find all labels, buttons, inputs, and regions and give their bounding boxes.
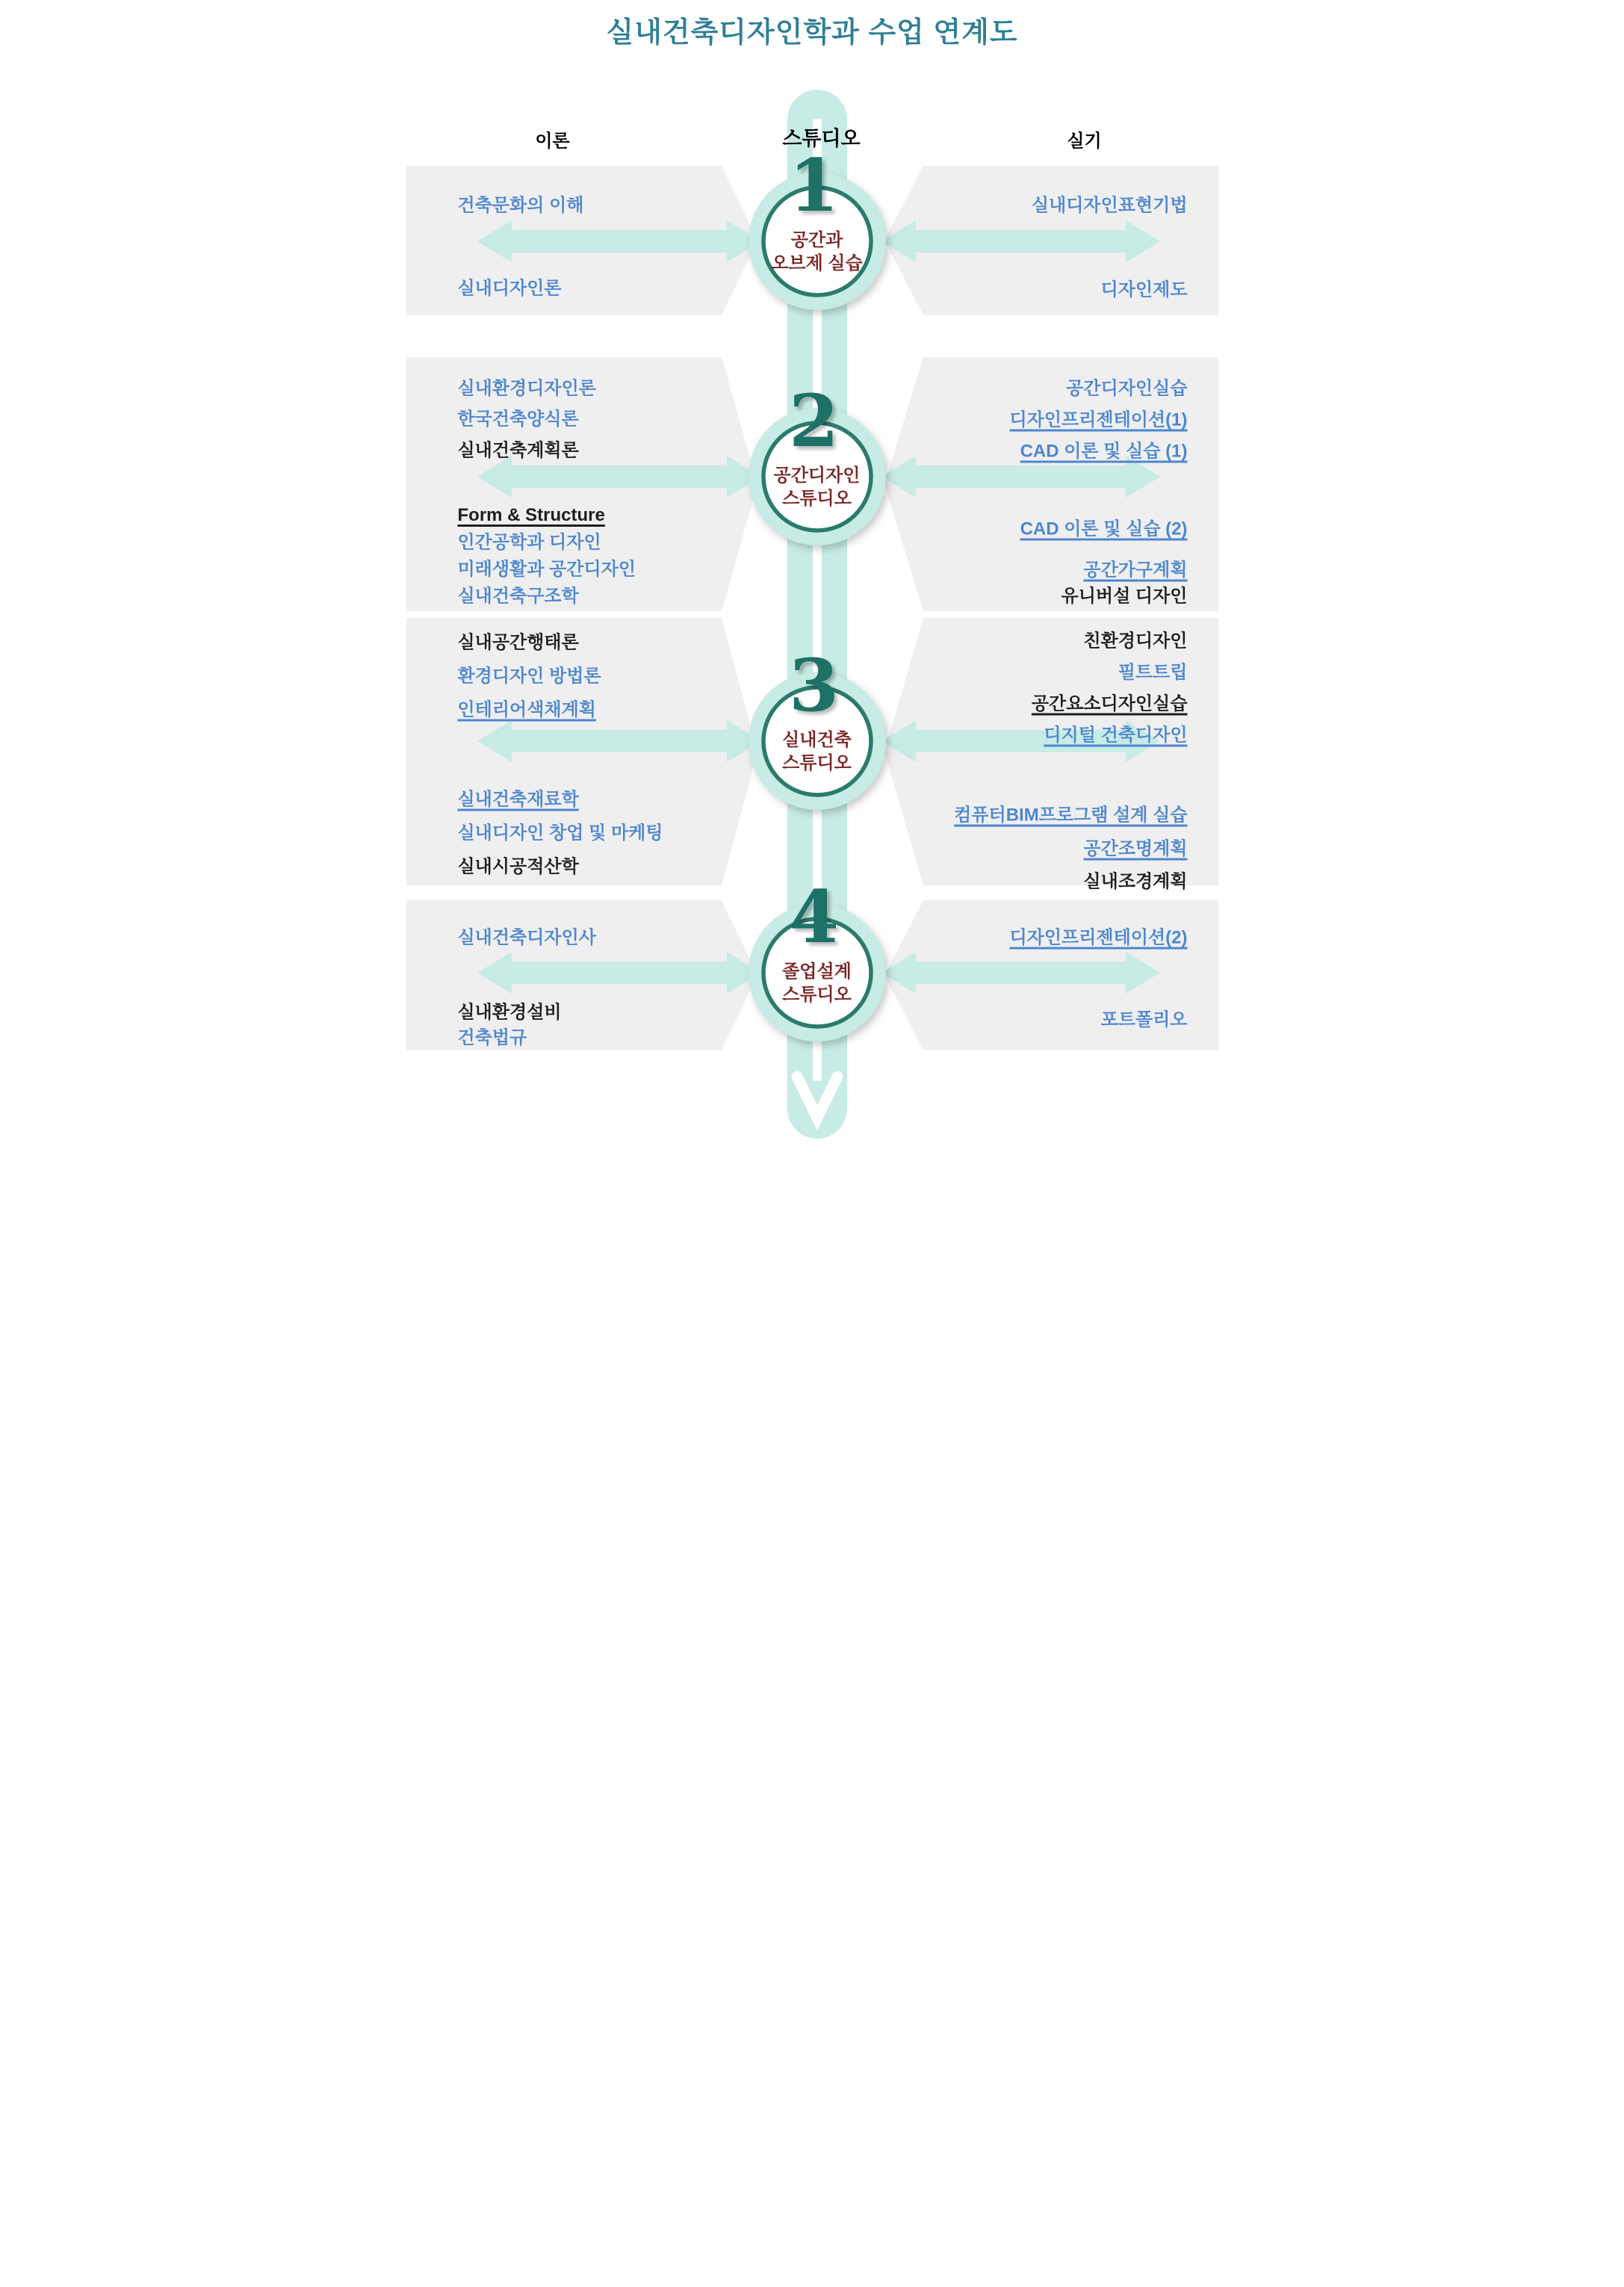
course-item: 실내디자인론 bbox=[457, 278, 562, 299]
column-header-practice: 실기 bbox=[1067, 131, 1102, 152]
course-item: 실내디자인표현기법 bbox=[1031, 195, 1188, 216]
course-item: 친환경디자인 bbox=[1083, 631, 1188, 652]
stage-1-studio-label-line-2: 오브제 실습 bbox=[771, 253, 863, 273]
course-item: 실내조경계획 bbox=[1083, 871, 1188, 892]
column-header-studio: 스튜디오 bbox=[782, 127, 861, 150]
stage-3-studio-label-line-1: 실내건축 bbox=[782, 730, 852, 750]
stage-3-number: 3 bbox=[789, 643, 839, 728]
stage-4-studio-label-line-2: 스튜디오 bbox=[782, 985, 852, 1005]
course-item: Form & Structure bbox=[457, 505, 605, 525]
column-header-theory: 이론 bbox=[535, 131, 570, 152]
course-item: 실내건축계획론 bbox=[457, 440, 579, 461]
stage-2-studio-label-line-2: 스튜디오 bbox=[782, 489, 852, 509]
stage-1-number: 1 bbox=[789, 143, 839, 229]
course-item: 건축문화의 이해 bbox=[457, 195, 584, 216]
course-item: CAD 이론 및 실습 (2) bbox=[1020, 519, 1188, 539]
course-item: 실내공간행태론 bbox=[457, 632, 579, 653]
course-item: 유니버설 디자인 bbox=[1061, 586, 1188, 607]
course-item: 필트트립 bbox=[1118, 662, 1188, 683]
course-item: 디자인프리젠테이션(1) bbox=[1009, 409, 1188, 430]
stage-1-studio-label bbox=[746, 229, 888, 275]
curriculum-diagram bbox=[406, 0, 1218, 1144]
course-item: CAD 이론 및 실습 (1) bbox=[1020, 441, 1188, 462]
course-item: 포트폴리오 bbox=[1100, 1009, 1188, 1030]
stage-3-studio-label bbox=[746, 728, 888, 775]
course-item: 디자인제도 bbox=[1100, 279, 1188, 300]
course-item: 컴퓨터BIM프로그램 설계 실습 bbox=[954, 805, 1188, 826]
stage-1-studio-label-line-1: 공간과 bbox=[790, 230, 843, 250]
stage-4-studio-label-line-1: 졸업설계 bbox=[782, 962, 852, 982]
course-item: 실내건축구조학 bbox=[457, 586, 579, 607]
course-item: 실내디자인 창업 및 마케팅 bbox=[457, 823, 663, 844]
course-item: 인테리어색채계획 bbox=[457, 699, 596, 720]
course-item: 건축법규 bbox=[457, 1027, 527, 1048]
course-item: 실내환경디자인론 bbox=[457, 378, 596, 399]
course-item: 인간공학과 디자인 bbox=[457, 532, 601, 553]
course-item: 디자인프리젠테이션(2) bbox=[1009, 927, 1188, 948]
stage-2-studio-label-line-1: 공간디자인 bbox=[773, 465, 861, 486]
course-item: 공간조명계획 bbox=[1083, 838, 1188, 859]
course-item: 실내건축재료학 bbox=[457, 789, 579, 810]
course-item: 실내환경설비 bbox=[457, 1002, 562, 1023]
course-item: 공간디자인실습 bbox=[1066, 378, 1188, 399]
page-title: 실내건축디자인학과 수업 연계도 bbox=[606, 17, 1018, 49]
course-item: 환경디자인 방법론 bbox=[457, 666, 601, 687]
stage-4-number: 4 bbox=[789, 875, 839, 960]
course-item: 디지털 건축디자인 bbox=[1044, 725, 1188, 746]
course-item: 공간요소디자인실습 bbox=[1031, 693, 1188, 714]
course-item: 한국건축양식론 bbox=[457, 409, 579, 430]
stage-4-studio-label bbox=[746, 960, 888, 1006]
course-item: 실내건축디자인사 bbox=[457, 927, 596, 948]
course-item: 공간가구계획 bbox=[1083, 560, 1188, 581]
stage-2-number: 2 bbox=[789, 379, 839, 464]
stage-3-studio-label-line-2: 스튜디오 bbox=[782, 753, 852, 773]
course-item: 미래생활과 공간디자인 bbox=[457, 559, 636, 580]
stage-2-studio-label bbox=[746, 464, 888, 510]
course-item: 실내시공적산학 bbox=[457, 856, 579, 877]
